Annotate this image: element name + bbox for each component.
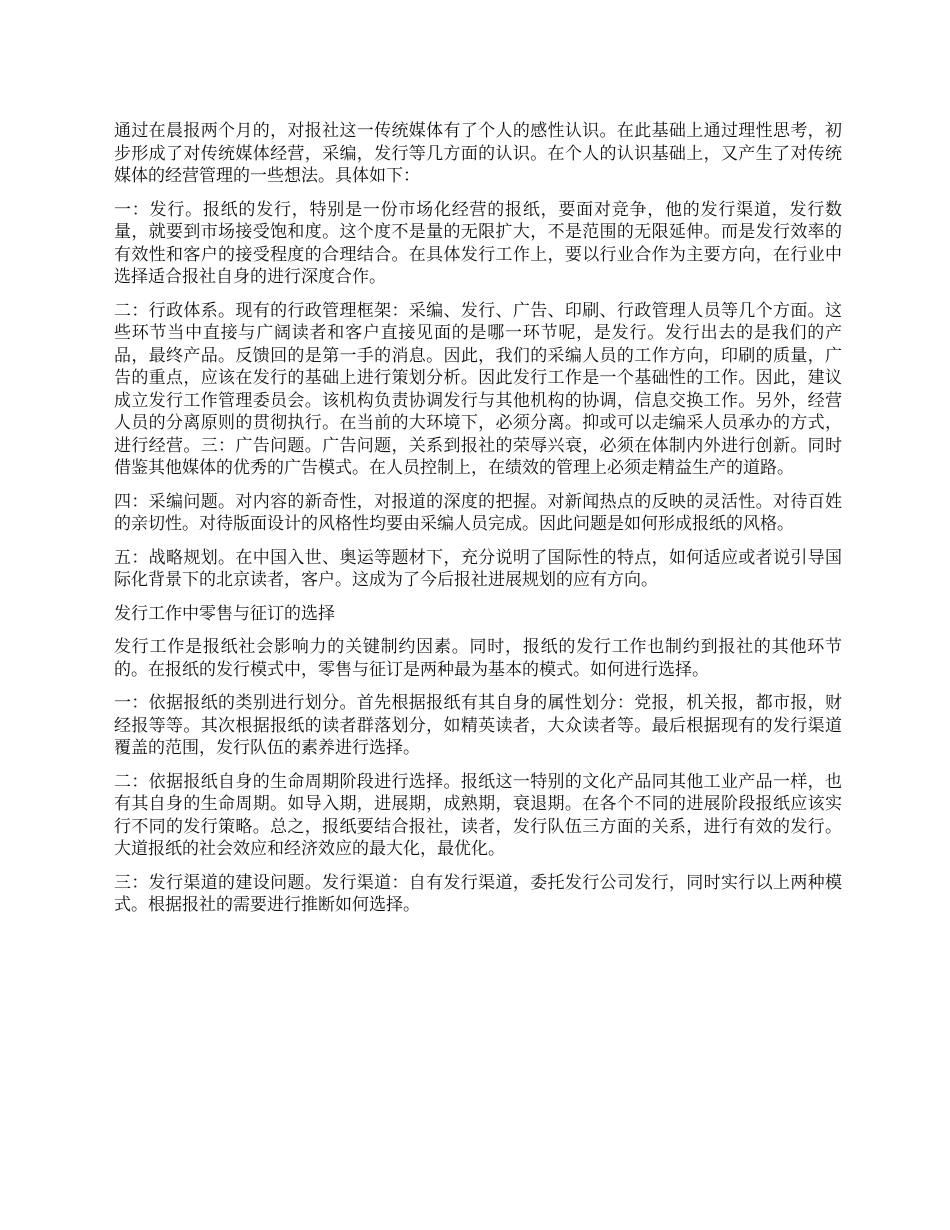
strategy-paragraph: 五：战略规划。在中国入世、奥运等题材下，充分说明了国际性的特点，如何适应或者说引导国际化背景下的北京读者，客户。这成为了今后报社进展规划的应有方向。	[114, 547, 842, 590]
lifecycle-paragraph: 二：依据报纸自身的生命周期阶段进行选择。报纸这一特别的文化产品同其他工业产品一样，也有其自身的生命周期。如导入期，进展期，成熟期，衰退期。在各个不同的进展阶段报纸应该实行不同的发行策略。总之，报纸要结合报社，读者，发行队伍三方面的关系，进行有效的发行。大道报纸的社会效应和经济效应的最大化，最优化。	[114, 771, 842, 859]
section-heading: 发行工作中零售与征订的选择	[114, 603, 335, 624]
editorial-paragraph: 四：采编问题。对内容的新奇性，对报道的深度的把握。对新闻热点的反映的灵活性。对待百姓的亲切性。对待版面设计的风格性均要由采编人员完成。因此问题是如何形成报纸的风格。	[114, 491, 842, 534]
section-intro-paragraph: 发行工作是报纸社会影响力的关键制约因素。同时，报纸的发行工作也制约到报社的其他环节的。在报纸的发行模式中，零售与征订是两种最为基本的模式。如何进行选择。	[114, 637, 842, 680]
document-body	[114, 120, 842, 928]
administration-paragraph: 二：行政体系。现有的行政管理框架：采编、发行、广告、印刷、行政管理人员等几个方面。这些环节当中直接与广阔读者和客户直接见面的是哪一环节呢，是发行。发行出去的是我们的产品，最终产品。反馈回的是第一手的消息。因此，我们的采编人员的工作方向，印刷的质量，广告的重点，应该在发行的基础上进行策划分析。因此发行工作是一个基础性的工作。因此，建议成立发行工作管理委员会。该机构负责协调发行与其他机构的协调，信息交换工作。另外，经营人员的分离原则的贯彻执行。在当前的大环境下，必须分离。抑或可以走编采人员承办的方式，进行经营。三：广告问题。广告问题，关系到报社的荣辱兴衰，必须在体制内外进行创新。同时借鉴其他媒体的优秀的广告模式。在人员控制上，在绩效的管理上必须走精益生产的道路。	[114, 300, 842, 478]
channel-paragraph: 三：发行渠道的建设问题。发行渠道：自有发行渠道，委托发行公司发行，同时实行以上两种模式。根据报社的需要进行推断如何选择。	[114, 872, 842, 915]
intro-paragraph: 通过在晨报两个月的，对报社这一传统媒体有了个人的感性认识。在此基础上通过理性思考，初步形成了对传统媒体经营，采编，发行等几方面的认识。在个人的认识基础上，又产生了对传统媒体的经营管理的一些想法。具体如下：	[114, 121, 842, 186]
category-paragraph: 一：依据报纸的类别进行划分。首先根据报纸有其自身的属性划分：党报，机关报，都市报，财经报等等。其次根据报纸的读者群落划分，如精英读者，大众读者等。最后根据现有的发行渠道覆盖的范围，发行队伍的素养进行选择。	[114, 693, 842, 758]
distribution-paragraph: 一：发行。报纸的发行，特别是一份市场化经营的报纸，要面对竞争，他的发行渠道，发行数量，就要到市场接受饱和度。这个度不是量的无限扩大，不是范围的无限延伸。而是发行效率的有效性和客户的接受程度的合理结合。在具体发行工作上，要以行业合作为主要方向，在行业中选择适合报社自身的进行深度合作。	[114, 199, 842, 287]
